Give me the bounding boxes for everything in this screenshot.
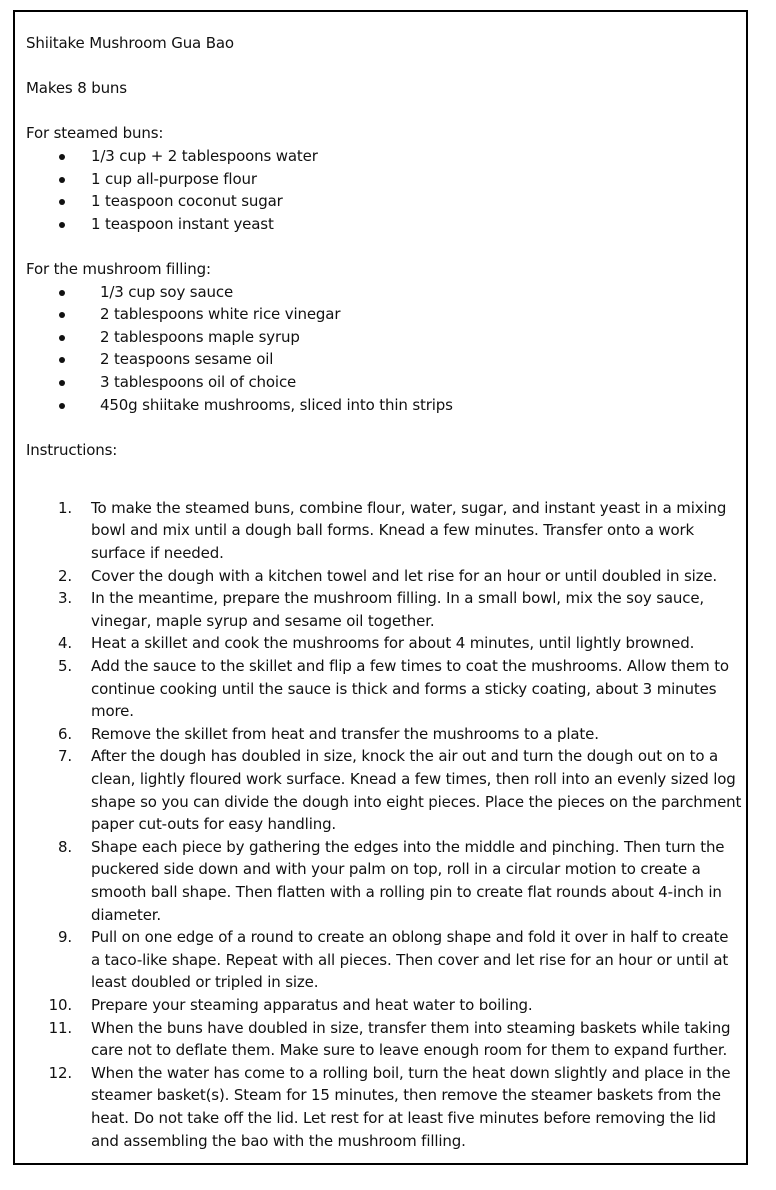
step-number: 6. bbox=[57, 724, 72, 743]
step-text-line: Pull on one edge of a round to create an oblong shape and fold it over in half to create bbox=[91, 928, 729, 947]
recipe-yield: Makes 8 buns bbox=[26, 79, 127, 98]
step-text-line: surface if needed. bbox=[91, 544, 224, 563]
filling-heading: For the mushroom filling: bbox=[26, 259, 211, 278]
bullet-icon bbox=[59, 403, 65, 409]
step-text-line: and assembling the bao with the mushroom filling. bbox=[91, 1131, 466, 1150]
step-text-line: vinegar, maple syrup and sesame oil together. bbox=[91, 611, 435, 630]
step-text-line: smooth ball shape. Then flatten with a rolling pin to create flat rounds about 4-inch in bbox=[91, 882, 722, 901]
bullet-icon bbox=[59, 154, 65, 160]
list-item: 1 cup all-purpose flour bbox=[26, 168, 738, 191]
step-text-line: Cover the dough with a kitchen towel and let rise for an hour or until doubled in size. bbox=[91, 566, 718, 585]
step-text-line: least doubled or tripled in size. bbox=[91, 973, 319, 992]
step-text-line: Heat a skillet and cook the mushrooms for about 4 minutes, until lightly browned. bbox=[91, 634, 695, 653]
recipe-content bbox=[26, 32, 742, 1152]
step-text-line: In the meantime, prepare the mushroom filling. In a small bowl, mix the soy sauce, bbox=[91, 589, 705, 608]
instruction-steps bbox=[26, 497, 742, 1152]
step-number: 9. bbox=[57, 928, 72, 947]
step-number: 3. bbox=[57, 589, 72, 608]
list-item: 2 tablespoons maple syrup bbox=[26, 326, 738, 349]
instruction-step bbox=[26, 994, 738, 1017]
instruction-step bbox=[26, 723, 738, 746]
step-text-line: Shape each piece by gathering the edges into the middle and pinching. Then turn the bbox=[91, 837, 725, 856]
step-text-line: a taco-like shape. Repeat with all pieces. Then cover and let rise for an hour or until at bbox=[91, 950, 729, 969]
step-text-line: shape so you can divide the dough into eight pieces. Place the pieces on the parchment bbox=[91, 792, 742, 811]
bullet-icon bbox=[59, 380, 65, 386]
step-number: 8. bbox=[57, 837, 72, 856]
list-item: 3 tablespoons oil of choice bbox=[26, 371, 738, 394]
step-text-line: clean, lightly floured work surface. Knead a few times, then roll into an evenly sized log bbox=[91, 770, 736, 788]
step-number: 10. bbox=[48, 995, 72, 1014]
step-text-line: bowl and mix until a dough ball forms. Knead a few minutes. Transfer onto a work bbox=[91, 521, 695, 540]
step-text-line: Remove the skillet from heat and transfer the mushrooms to a plate. bbox=[91, 724, 599, 743]
recipe-document bbox=[13, 10, 748, 1165]
step-text-line: When the water has come to a rolling boil, turn the heat down slightly and place in the bbox=[91, 1063, 731, 1082]
step-text-line: Prepare your steaming apparatus and heat water to boiling. bbox=[91, 995, 533, 1014]
step-text-line: puckered side down and with your palm on top, roll in a circular motion to create a bbox=[91, 860, 701, 879]
step-text-line: steamer basket(s). Steam for 15 minutes, then remove the steamer baskets from the bbox=[91, 1086, 721, 1105]
buns-ingredient-list bbox=[26, 145, 738, 235]
filling-ingredient-list bbox=[26, 281, 738, 417]
step-text-line: When the buns have doubled in size, transfer them into steaming baskets while taking bbox=[91, 1018, 731, 1037]
instruction-step bbox=[26, 655, 738, 723]
bullet-icon bbox=[59, 312, 65, 318]
bullet-icon bbox=[59, 199, 65, 205]
list-item: 450g shiitake mushrooms, sliced into thin strips bbox=[26, 394, 738, 417]
step-number: 4. bbox=[57, 634, 72, 653]
instruction-step bbox=[26, 1017, 738, 1062]
step-number: 11. bbox=[48, 1018, 72, 1037]
instruction-step bbox=[26, 836, 738, 926]
instructions-heading: Instructions: bbox=[26, 440, 118, 459]
step-number: 7. bbox=[57, 747, 72, 766]
list-item: 2 teaspoons sesame oil bbox=[26, 348, 738, 371]
list-item: 1 teaspoon instant yeast bbox=[26, 213, 738, 236]
bullet-icon bbox=[59, 335, 65, 341]
step-text-line: After the dough has doubled in size, knock the air out and turn the dough out on to a bbox=[91, 747, 719, 766]
recipe-title: Shiitake Mushroom Gua Bao bbox=[26, 34, 234, 52]
step-number: 1. bbox=[57, 498, 72, 517]
step-text-line: more. bbox=[91, 702, 134, 721]
instruction-step bbox=[26, 587, 738, 632]
list-item: 1/3 cup + 2 tablespoons water bbox=[26, 145, 738, 168]
bullet-icon bbox=[59, 357, 65, 363]
instruction-step bbox=[26, 926, 738, 994]
step-number: 5. bbox=[57, 657, 72, 676]
list-item: 1/3 cup soy sauce bbox=[26, 281, 738, 304]
step-text-line: diameter. bbox=[91, 905, 162, 924]
instruction-step bbox=[26, 745, 742, 835]
bullet-icon bbox=[59, 222, 65, 228]
step-text-line: care not to deflate them. Make sure to leave enough room for them to expand further. bbox=[91, 1041, 728, 1060]
list-item: 1 teaspoon coconut sugar bbox=[26, 190, 738, 213]
step-number: 12. bbox=[48, 1063, 72, 1082]
step-text-line: To make the steamed buns, combine flour, water, sugar, and instant yeast in a mixing bbox=[91, 498, 727, 517]
bullet-icon bbox=[59, 290, 65, 296]
step-text-line: heat. Do not take off the lid. Let rest for at least five minutes before removing the lid bbox=[91, 1108, 716, 1127]
buns-heading: For steamed buns: bbox=[26, 124, 164, 143]
instruction-step bbox=[26, 497, 738, 565]
step-text-line: continue cooking until the sauce is thick and forms a sticky coating, about 3 minutes bbox=[91, 679, 717, 698]
step-text-line: Add the sauce to the skillet and flip a few times to coat the mushrooms. Allow them to bbox=[91, 657, 729, 676]
step-text-line: paper cut-outs for easy handling. bbox=[91, 815, 337, 834]
instruction-step bbox=[26, 1062, 738, 1152]
bullet-icon bbox=[59, 177, 65, 183]
instruction-step bbox=[26, 565, 738, 588]
step-number: 2. bbox=[57, 566, 72, 585]
instruction-step bbox=[26, 632, 738, 655]
list-item: 2 tablespoons white rice vinegar bbox=[26, 303, 738, 326]
